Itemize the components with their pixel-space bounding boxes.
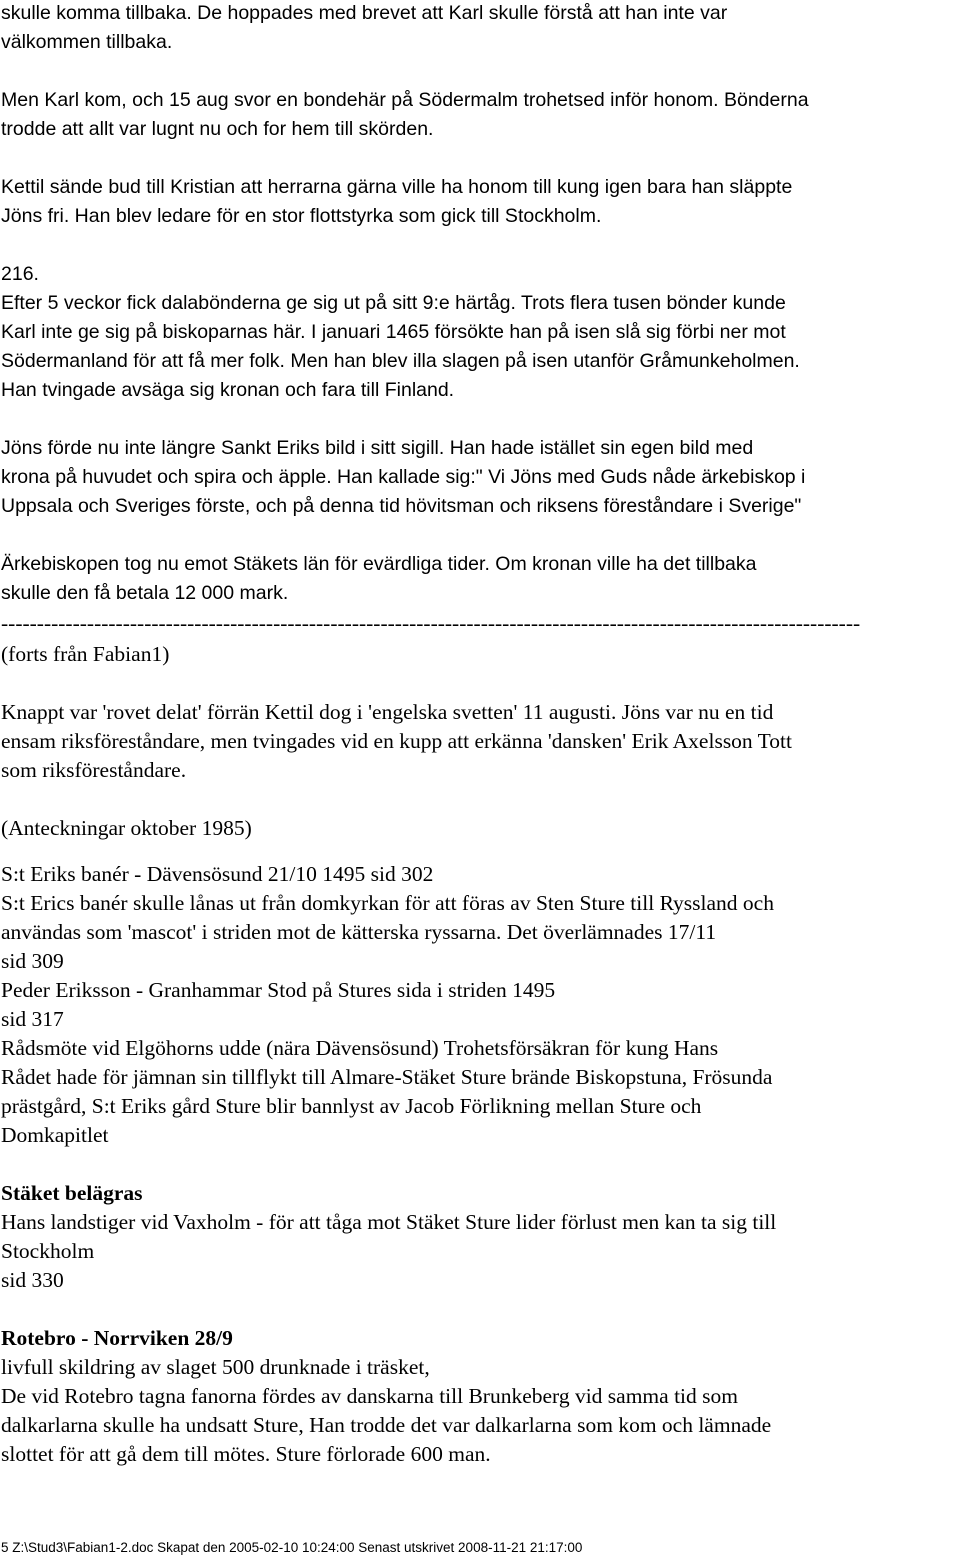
text-line: ensam riksföreståndare, men tvingades vid en kupp att erkänna 'dansken' Erik Axelsson Tott	[1, 729, 792, 753]
text-line: Jöns fri. Han blev ledare för en stor flottstyrka som gick till Stockholm.	[1, 205, 602, 227]
text-line: (Anteckningar oktober 1985)	[1, 816, 252, 840]
text-line: (forts från Fabian1)	[1, 642, 170, 666]
text-line: trodde att allt var lugnt nu och for hem till skörden.	[1, 118, 434, 140]
text-line: välkommen tillbaka.	[1, 31, 173, 53]
text-line: krona på huvudet och spira och äpple. Han kallade sig:" Vi Jöns med Guds nåde ärkebiskop i	[1, 466, 806, 488]
text-line: Ärkebiskopen tog nu emot Stäkets län för evärdliga tider. Om kronan ville ha det tillbaka	[1, 553, 757, 575]
text-line: Men Karl kom, och 15 aug svor en bondehär på Södermalm trohetsed inför honom. Bönderna	[1, 89, 809, 111]
text-line: dalkarlarna skulle ha undsatt Sture, Han trodde det var dalkarlarna som kom och lämnade	[1, 1413, 772, 1437]
text-line: Stäket belägras	[1, 1181, 143, 1205]
page-footer: 5 Z:\Stud3\Fabian1-2.doc Skapat den 2005-02-10 10:24:00 Senast utskrivet 2008-11-21 21:17:00	[1, 1540, 583, 1555]
text-line: Rådet hade för jämnan sin tillflykt till Almare-Stäket Sture brände Biskopstuna, Frösunda	[1, 1065, 773, 1089]
text-line: S:t Eriks banér - Dävensösund 21/10 1495 sid 302	[1, 862, 434, 886]
text-line: Uppsala och Sveriges förste, och på denna tid hövitsman och riksens föreståndare i Sverige"	[1, 495, 802, 517]
text-line: skulle den få betala 12 000 mark.	[1, 582, 289, 604]
text-line: 216.	[1, 263, 39, 285]
text-line: Efter 5 veckor fick dalabönderna ge sig ut på sitt 9:e härtåg. Trots flera tusen bönder kunde	[1, 292, 786, 314]
text-line: slottet för att gå dem till mötes. Sture förlorade 600 man.	[1, 1442, 491, 1466]
text-line: Rådsmöte vid Elgöhorns udde (nära Dävensösund) Trohetsförsäkran för kung Hans	[1, 1036, 719, 1060]
text-line: Knappt var 'rovet delat' förrän Kettil dog i 'engelska svetten' 11 augusti. Jöns var nu en tid	[1, 700, 774, 724]
text-line: livfull skildring av slaget 500 drunknade i träsket,	[1, 1355, 430, 1379]
text-line: Domkapitlet	[1, 1123, 109, 1147]
text-line: skulle komma tillbaka. De hoppades med brevet att Karl skulle förstå att han inte var	[1, 2, 728, 24]
text-line: ------------------------------------------------------------------------------------------------------------------------	[1, 611, 861, 635]
text-line: Karl inte ge sig på biskoparnas här. I januari 1465 försökte han på isen slå sig förbi ner mot	[1, 321, 786, 343]
text-line: prästgård, S:t Eriks gård Sture blir bannlyst av Jacob Förlikning mellan Sture och	[1, 1094, 702, 1118]
text-line: Rotebro - Norrviken 28/9	[1, 1326, 233, 1350]
text-line: sid 330	[1, 1268, 64, 1292]
text-line: användas som 'mascot' i striden mot de kätterska ryssarna. Det överlämnades 17/11	[1, 920, 717, 944]
text-line: S:t Erics banér skulle lånas ut från domkyrkan för att föras av Sten Sture till Ryssland och	[1, 891, 774, 915]
text-line: sid 317	[1, 1007, 64, 1031]
text-line: Hans landstiger vid Vaxholm - för att tåga mot Stäket Sture lider förlust men kan ta sig till	[1, 1210, 777, 1234]
text-line: De vid Rotebro tagna fanorna fördes av danskarna till Brunkeberg vid samma tid som	[1, 1384, 738, 1408]
text-line: Jöns förde nu inte längre Sankt Eriks bild i sitt sigill. Han hade istället sin egen bild med	[1, 437, 754, 459]
text-line: som riksföreståndare.	[1, 758, 187, 782]
text-line: Södermanland för att få mer folk. Men han blev illa slagen på isen utanför Gråmunkeholmen.	[1, 350, 800, 372]
text-line: Kettil sände bud till Kristian att herrarna gärna ville ha honom till kung igen bara han släppte	[1, 176, 793, 198]
text-line: Stockholm	[1, 1239, 95, 1263]
text-line: sid 309	[1, 949, 64, 973]
text-line: Peder Eriksson - Granhammar Stod på Stures sida i striden 1495	[1, 978, 556, 1002]
text-line: Han tvingade avsäga sig kronan och fara till Finland.	[1, 379, 455, 401]
